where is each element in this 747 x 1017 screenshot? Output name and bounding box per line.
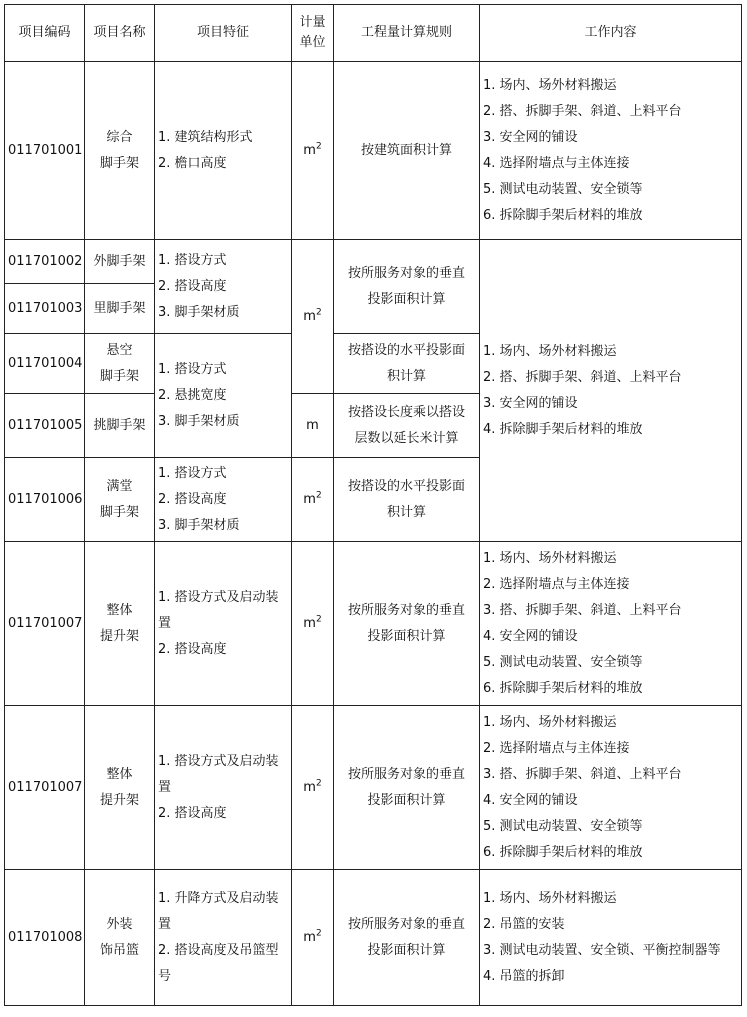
item-features [155, 542, 292, 706]
unit-exponent: 2 [315, 928, 322, 939]
item-work-shared [480, 240, 742, 542]
work-line: 3. 安全网的铺设 [483, 129, 578, 145]
rule-line: 按搭设长度乘以搭设 [347, 404, 465, 420]
rule-line: 按所服务对象的垂直 [347, 916, 465, 932]
unit-text: m [303, 615, 316, 631]
item-code: 011701007 [5, 542, 85, 706]
work-line: 3. 搭、拆脚手架、斜道、上料平台 [483, 602, 682, 618]
item-name-line: 悬空 [106, 342, 133, 358]
item-unit [292, 870, 334, 1006]
header-unit [292, 5, 334, 62]
unit-text: m [303, 308, 316, 324]
work-line: 3. 安全网的铺设 [483, 395, 578, 411]
item-rule [334, 62, 480, 240]
header-features: 项目特征 [155, 5, 292, 62]
rule-line: 按搭设的水平投影面 [347, 478, 465, 494]
unit-exponent: 2 [315, 778, 322, 789]
work-line: 4. 安全网的铺设 [483, 792, 578, 808]
feature-line: 3. 脚手架材质 [158, 304, 240, 320]
rule-line: 积计算 [386, 504, 426, 520]
item-code: 011701006 [5, 458, 85, 542]
work-line: 2. 搭、拆脚手架、斜道、上料平台 [483, 369, 682, 385]
item-name-line: 外装 [106, 916, 133, 932]
item-name-line: 整体 [106, 766, 133, 782]
feature-line: 3. 脚手架材质 [158, 413, 240, 429]
item-rule [334, 706, 480, 870]
rule-line: 按所服务对象的垂直 [347, 602, 465, 618]
work-line: 1. 场内、场外材料搬运 [483, 550, 617, 566]
header-name: 项目名称 [85, 5, 155, 62]
rule-line: 按所服务对象的垂直 [347, 766, 465, 782]
item-features [155, 240, 292, 334]
feature-line: 2. 搭设高度及吊篮型号 [158, 942, 279, 984]
header-work: 工作内容 [480, 5, 742, 62]
feature-line: 2. 搭设高度 [158, 491, 227, 507]
feature-line: 3. 脚手架材质 [158, 517, 240, 533]
item-code: 011701007 [5, 706, 85, 870]
item-code: 011701002 [5, 240, 85, 284]
item-work [480, 62, 742, 240]
rule-line: 投影面积计算 [367, 291, 446, 307]
feature-line: 1. 升降方式及启动装置 [158, 890, 279, 932]
item-name-line: 提升架 [99, 628, 139, 644]
unit-text: m [303, 779, 316, 795]
work-line: 3. 搭、拆脚手架、斜道、上料平台 [483, 766, 682, 782]
work-line: 1. 场内、场外材料搬运 [483, 77, 617, 93]
item-name-line: 满堂 [106, 478, 133, 494]
work-line: 4. 拆除脚手架后材料的堆放 [483, 421, 643, 437]
item-name-line: 脚手架 [99, 155, 139, 171]
header-row [5, 5, 742, 62]
item-unit [292, 240, 334, 394]
item-name [85, 62, 155, 240]
unit-text: m [306, 417, 319, 433]
feature-line: 2. 搭设高度 [158, 278, 227, 294]
work-line: 5. 测试电动装置、安全锁等 [483, 818, 643, 834]
table-row [5, 240, 742, 284]
rule-line: 投影面积计算 [367, 942, 446, 958]
item-code: 011701004 [5, 334, 85, 394]
feature-line: 2. 檐口高度 [158, 155, 227, 171]
rule-line: 按搭设的水平投影面 [347, 342, 465, 358]
item-features [155, 62, 292, 240]
item-work [480, 706, 742, 870]
item-name [85, 870, 155, 1006]
rule-line: 按所服务对象的垂直 [347, 265, 465, 281]
item-name-line: 里脚手架 [93, 300, 146, 316]
item-name-line: 提升架 [99, 792, 139, 808]
item-name [85, 284, 155, 334]
work-line: 4. 吊篮的拆卸 [483, 968, 565, 984]
work-line: 5. 测试电动装置、安全锁等 [483, 181, 643, 197]
scaffold-bill-table [4, 4, 742, 1006]
work-line: 2. 选择附墙点与主体连接 [483, 576, 630, 592]
item-name-line: 脚手架 [99, 368, 139, 384]
header-unit-line1: 计量 [299, 15, 326, 30]
work-line: 1. 场内、场外材料搬运 [483, 890, 617, 906]
unit-exponent: 2 [315, 614, 322, 625]
item-name-line: 脚手架 [99, 504, 139, 520]
unit-text: m [303, 491, 316, 507]
work-line: 6. 拆除脚手架后材料的堆放 [483, 680, 643, 696]
item-name [85, 394, 155, 458]
item-features [155, 870, 292, 1006]
feature-line: 2. 悬挑宽度 [158, 387, 227, 403]
item-name [85, 706, 155, 870]
item-name-line: 综合 [106, 129, 133, 145]
work-line: 6. 拆除脚手架后材料的堆放 [483, 207, 643, 223]
feature-line: 2. 搭设高度 [158, 641, 227, 657]
item-work [480, 542, 742, 706]
item-name [85, 542, 155, 706]
work-line: 4. 安全网的铺设 [483, 628, 578, 644]
item-rule [334, 870, 480, 1006]
work-line: 1. 场内、场外材料搬运 [483, 343, 617, 359]
item-features [155, 458, 292, 542]
item-name [85, 334, 155, 394]
feature-line: 2. 搭设高度 [158, 805, 227, 821]
feature-line: 1. 搭设方式 [158, 361, 227, 377]
table-row [5, 706, 742, 870]
work-line: 2. 选择附墙点与主体连接 [483, 740, 630, 756]
feature-line: 1. 搭设方式 [158, 252, 227, 268]
item-code: 011701003 [5, 284, 85, 334]
table-row [5, 870, 742, 1006]
unit-exponent: 2 [315, 490, 322, 501]
item-rule [334, 394, 480, 458]
item-unit [292, 458, 334, 542]
item-unit [292, 394, 334, 458]
rule-line: 层数以延长米计算 [354, 430, 459, 446]
item-name [85, 458, 155, 542]
work-line: 4. 选择附墙点与主体连接 [483, 155, 630, 171]
unit-exponent: 2 [315, 141, 322, 152]
work-line: 2. 搭、拆脚手架、斜道、上料平台 [483, 103, 682, 119]
rule-line: 按建筑面积计算 [360, 142, 452, 158]
work-line: 3. 测试电动装置、安全锁、平衡控制器等 [483, 942, 721, 958]
item-rule [334, 542, 480, 706]
work-line: 2. 吊篮的安装 [483, 916, 565, 932]
work-line: 6. 拆除脚手架后材料的堆放 [483, 844, 643, 860]
item-name-line: 饰吊篮 [99, 942, 139, 958]
feature-line: 1. 建筑结构形式 [158, 129, 253, 145]
item-rule [334, 240, 480, 334]
header-unit-line2: 单位 [299, 35, 326, 50]
item-unit [292, 706, 334, 870]
item-unit [292, 62, 334, 240]
item-rule [334, 334, 480, 394]
unit-text: m [303, 929, 316, 945]
item-code: 011701001 [5, 62, 85, 240]
item-features [155, 334, 292, 458]
unit-text: m [303, 142, 316, 158]
work-line: 1. 场内、场外材料搬运 [483, 714, 617, 730]
item-features [155, 706, 292, 870]
item-name-line: 整体 [106, 602, 133, 618]
header-code: 项目编码 [5, 5, 85, 62]
feature-line: 1. 搭设方式及启动装置 [158, 753, 279, 795]
item-code: 011701005 [5, 394, 85, 458]
table-row [5, 62, 742, 240]
header-rule: 工程量计算规则 [334, 5, 480, 62]
item-name-line: 外脚手架 [93, 253, 146, 269]
rule-line: 积计算 [386, 368, 426, 384]
item-rule [334, 458, 480, 542]
feature-line: 1. 搭设方式及启动装置 [158, 589, 279, 631]
item-name-line: 挑脚手架 [93, 417, 146, 433]
work-line: 5. 测试电动装置、安全锁等 [483, 654, 643, 670]
rule-line: 投影面积计算 [367, 792, 446, 808]
item-code: 011701008 [5, 870, 85, 1006]
table-row [5, 542, 742, 706]
item-unit [292, 542, 334, 706]
rule-line: 投影面积计算 [367, 628, 446, 644]
unit-exponent: 2 [315, 307, 322, 318]
feature-line: 1. 搭设方式 [158, 465, 227, 481]
item-name [85, 240, 155, 284]
item-work [480, 870, 742, 1006]
